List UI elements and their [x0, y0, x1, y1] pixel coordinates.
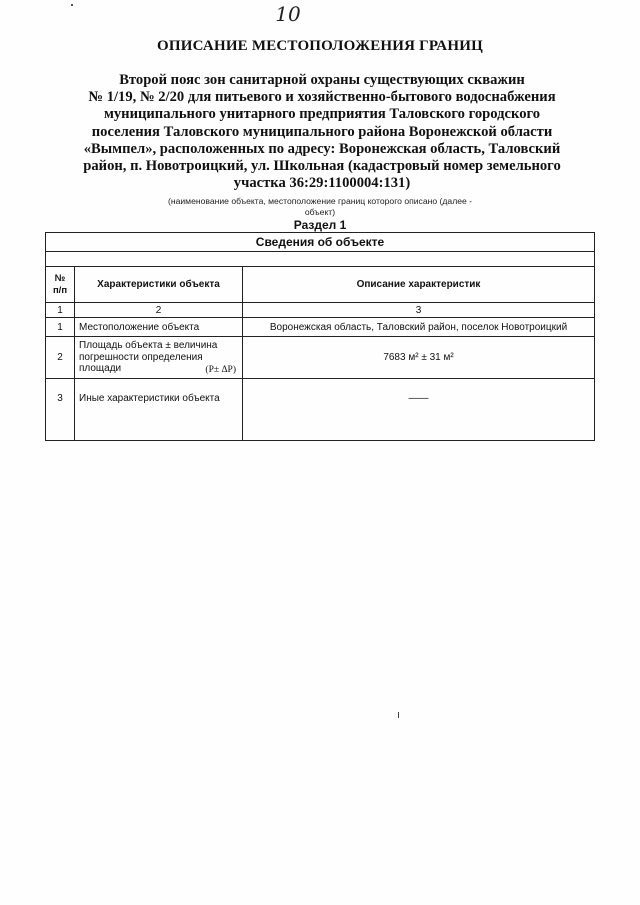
heading-caption: [130, 196, 510, 217]
row-value: 7683 м² ± 31 м²: [243, 337, 595, 379]
header-description: Описание характеристик: [243, 267, 595, 303]
row-number: 3: [46, 379, 75, 441]
table-spacer-row: [46, 252, 595, 267]
area-symbol: (P± ΔP): [205, 364, 236, 375]
characteristic-line: Площадь объекта ± величина: [79, 340, 218, 352]
caption-line: (наименование объекта, местоположение границ которого описано (далее -: [167, 196, 473, 206]
index-cell: 2: [75, 303, 243, 318]
heading-line: «Вымпел», расположенных по адресу: Воронежская область, Таловский: [83, 140, 561, 157]
object-info-table: [45, 232, 595, 441]
characteristic-line: погрешности определения: [79, 351, 203, 363]
document-title: ОПИСАНИЕ МЕСТОПОЛОЖЕНИЯ ГРАНИЦ: [157, 38, 483, 54]
heading-line: участка 36:29:1100004:131): [233, 175, 411, 192]
row-value: Воронежская область, Таловский район, поселок Новотроицкий: [243, 318, 595, 337]
table-title: Сведения об объекте: [46, 233, 595, 252]
table-row: [46, 379, 595, 441]
index-cell: 1: [46, 303, 75, 318]
row-characteristic: [75, 337, 243, 379]
row-number: 1: [46, 318, 75, 337]
section-title: Раздел 1: [293, 218, 347, 232]
characteristic-line: площади: [79, 363, 122, 375]
table-title-row: [46, 233, 595, 252]
table-header-row: [46, 267, 595, 303]
header-number: [46, 267, 75, 303]
object-heading: [60, 72, 584, 192]
row-characteristic: Местоположение объекта: [75, 318, 243, 337]
header-number-abbr: п/п: [52, 284, 68, 296]
row-value: ——: [243, 379, 595, 441]
index-cell: 3: [243, 303, 595, 318]
table-row: [46, 318, 595, 337]
row-number: 2: [46, 337, 75, 379]
heading-line: Второй пояс зон санитарной охраны существующих скважин: [119, 72, 525, 88]
heading-line: район, п. Новотроицкий, ул. Школьная (кадастровый номер земельного: [83, 158, 561, 175]
handwritten-page-number: 10: [275, 2, 301, 26]
spacer-cell: [46, 252, 595, 267]
row-characteristic: Иные характеристики объекта: [75, 379, 243, 441]
header-number-symbol: №: [54, 272, 66, 284]
caption-line: объект): [304, 206, 336, 217]
header-characteristic: Характеристики объекта: [75, 267, 243, 303]
table-index-row: [46, 303, 595, 318]
scan-mark: [398, 712, 399, 718]
heading-line: № 1/19, № 2/20 для питьевого и хозяйственно-бытового водоснабжения: [88, 89, 556, 106]
heading-line: муниципального унитарного предприятия Таловского городского: [103, 106, 541, 123]
table-row: [46, 337, 595, 379]
scan-speck: [71, 4, 73, 6]
heading-line: поселения Таловского муниципального района Воронежской области: [91, 123, 553, 140]
